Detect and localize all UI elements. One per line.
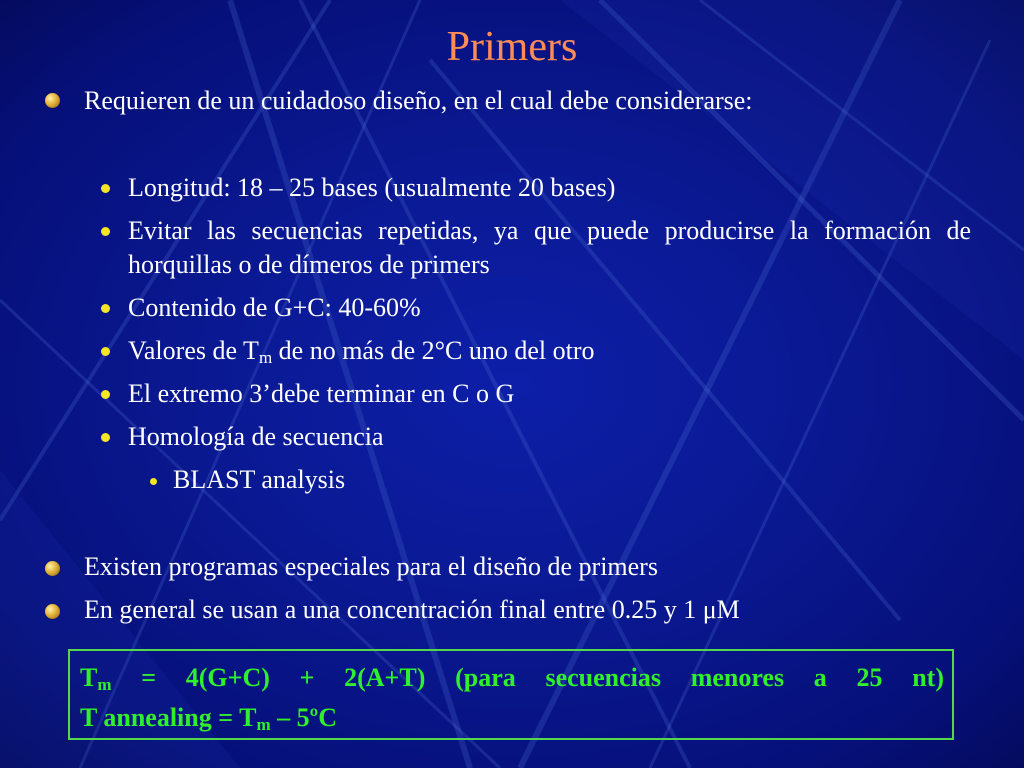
yellow-dot-bullet-icon xyxy=(101,347,110,356)
yellow-dot-bullet-icon xyxy=(150,478,157,485)
gold-sphere-bullet-icon xyxy=(45,604,60,619)
bullet-longitud: Longitud: 18 – 25 bases (usualmente 20 bases) xyxy=(128,173,616,202)
yellow-dot-bullet-icon xyxy=(101,304,110,313)
bullet-contenido: Contenido de G+C: 40-60% xyxy=(128,293,421,322)
valores-subscript: m xyxy=(258,348,273,367)
valores-prefix: Valores de T xyxy=(128,336,259,365)
valores-suffix: de no más de 2°C uno del otro xyxy=(272,336,595,365)
yellow-dot-bullet-icon xyxy=(101,390,110,399)
yellow-dot-bullet-icon xyxy=(101,227,110,236)
bullet-homologia: Homología de secuencia xyxy=(128,422,384,451)
yellow-dot-bullet-icon xyxy=(101,433,110,442)
formula-annealing xyxy=(80,701,944,735)
bullet-evitar: Evitar las secuencias repetidas, ya que puede producirse la formación de horquillas o de dímeros de primers xyxy=(128,216,971,279)
intro-text: Requieren de un cuidadoso diseño, en el cual debe considerarse: xyxy=(84,86,753,115)
concentracion-text: En general se usan a una concentración final entre 0.25 y 1 μM xyxy=(84,595,740,624)
formula-tm xyxy=(80,661,944,695)
gold-sphere-bullet-icon xyxy=(45,93,60,108)
bullet-valores xyxy=(128,334,971,368)
formula-tm-expression: = 4(G+C) + 2(A+T) (para secuencias menores a 25 nt) xyxy=(111,663,944,692)
bullet-extremo: El extremo 3’debe terminar en C o G xyxy=(128,379,515,408)
formula-tm-subscript: m xyxy=(97,675,112,694)
formula-annealing-prefix: T annealing = T xyxy=(80,703,257,732)
formula-annealing-subscript: m xyxy=(256,715,271,734)
formula-annealing-suffix: – 5ºC xyxy=(270,703,337,732)
bullet-blast: BLAST analysis xyxy=(173,465,346,494)
programas-text: Existen programas especiales para el diseño de primers xyxy=(84,552,658,581)
slide-title: Primers xyxy=(446,24,578,70)
formula-tm-prefix: T xyxy=(80,663,98,692)
gold-sphere-bullet-icon xyxy=(45,561,60,576)
yellow-dot-bullet-icon xyxy=(101,184,110,193)
